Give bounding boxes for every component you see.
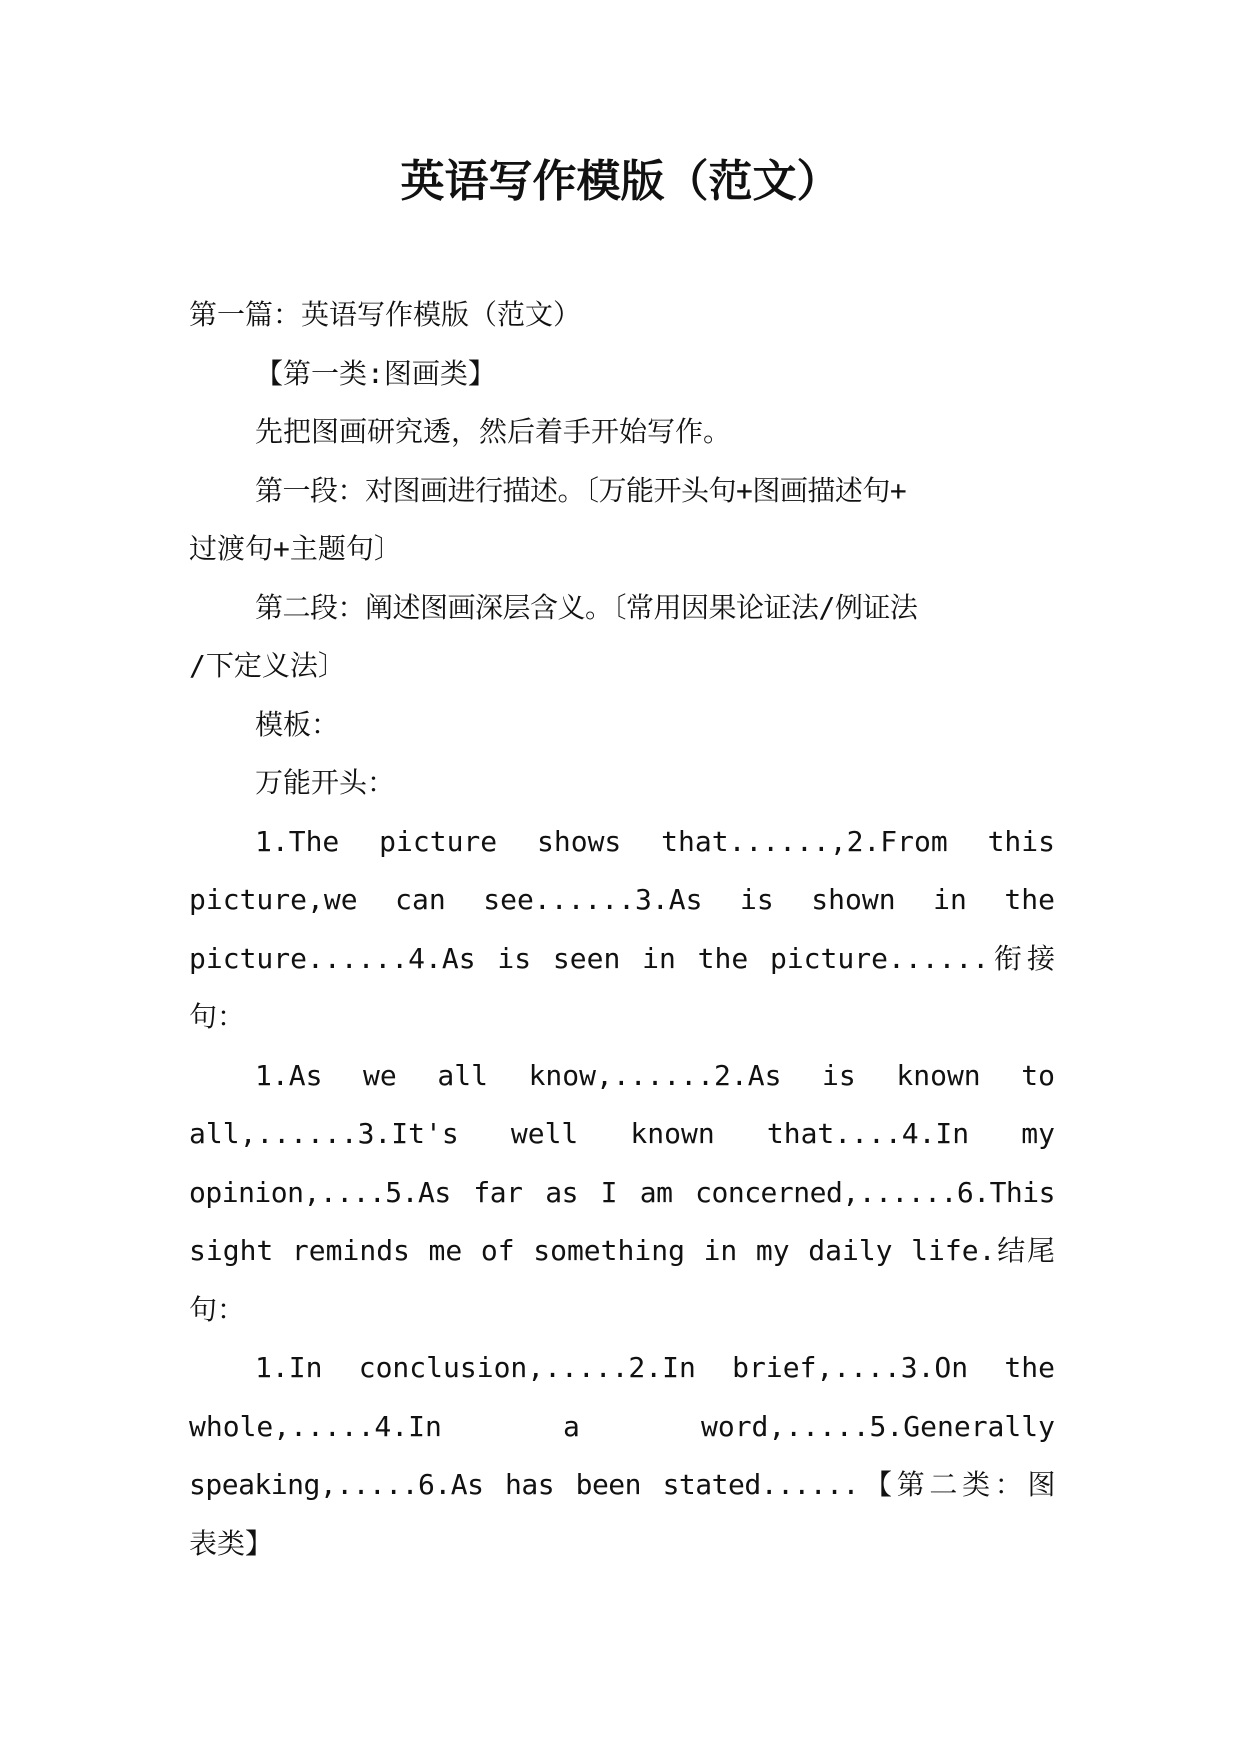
paragraph-line: whole,.....4.In a word,.....5.Generally [189,1409,1055,1443]
paragraph-line: all,......3.It's well known that....4.In my [189,1117,1055,1150]
paragraph-line: sight reminds me of something in my daily life.结尾 [189,1234,1055,1267]
category-heading: 【第一类:图画类】 [255,356,496,390]
document-title: 英语写作模版（范文） [400,156,841,207]
paragraph-line: speaking,.....6.As has been stated......【第二类：图 [189,1468,1055,1501]
paragraph-line: /下定义法〕 [189,649,346,682]
paragraph-line: 1.As we all know,......2.As is known to [255,1058,1055,1092]
paragraph-line: 句： [189,1292,246,1326]
paragraph-line: 第二段：阐述图画深层含义。〔常用因果论证法/例证法 [255,590,918,624]
paragraph-line: opinion,....5.As far as I am concerned,......6.This [189,1175,1055,1209]
paragraph-line: 第一段：对图画进行描述。〔万能开头句+图画描述句+ [255,473,907,507]
paragraph-line: picture,we can see......3.As is shown in the [189,883,1055,916]
paragraph-line: 万能开头： [255,766,396,799]
paragraph-line: 句： [189,1000,246,1033]
paragraph-line: 1.The picture shows that......,2.From this [255,824,1055,858]
paragraph-line: 1.In conclusion,.....2.In brief,....3.On the [255,1351,1055,1384]
paragraph-line: 模板： [255,707,340,741]
section-heading: 第一篇：英语写作模版（范文） [189,298,582,331]
paragraph-line: 过渡句+主题句〕 [189,532,402,565]
paragraph-line: picture......4.As is seen in the picture......衔接 [189,941,1055,975]
paragraph-line: 表类】 [189,1526,274,1560]
paragraph-line: 先把图画研究透，然后着手开始写作。 [255,415,732,448]
document-body [189,286,1055,1573]
